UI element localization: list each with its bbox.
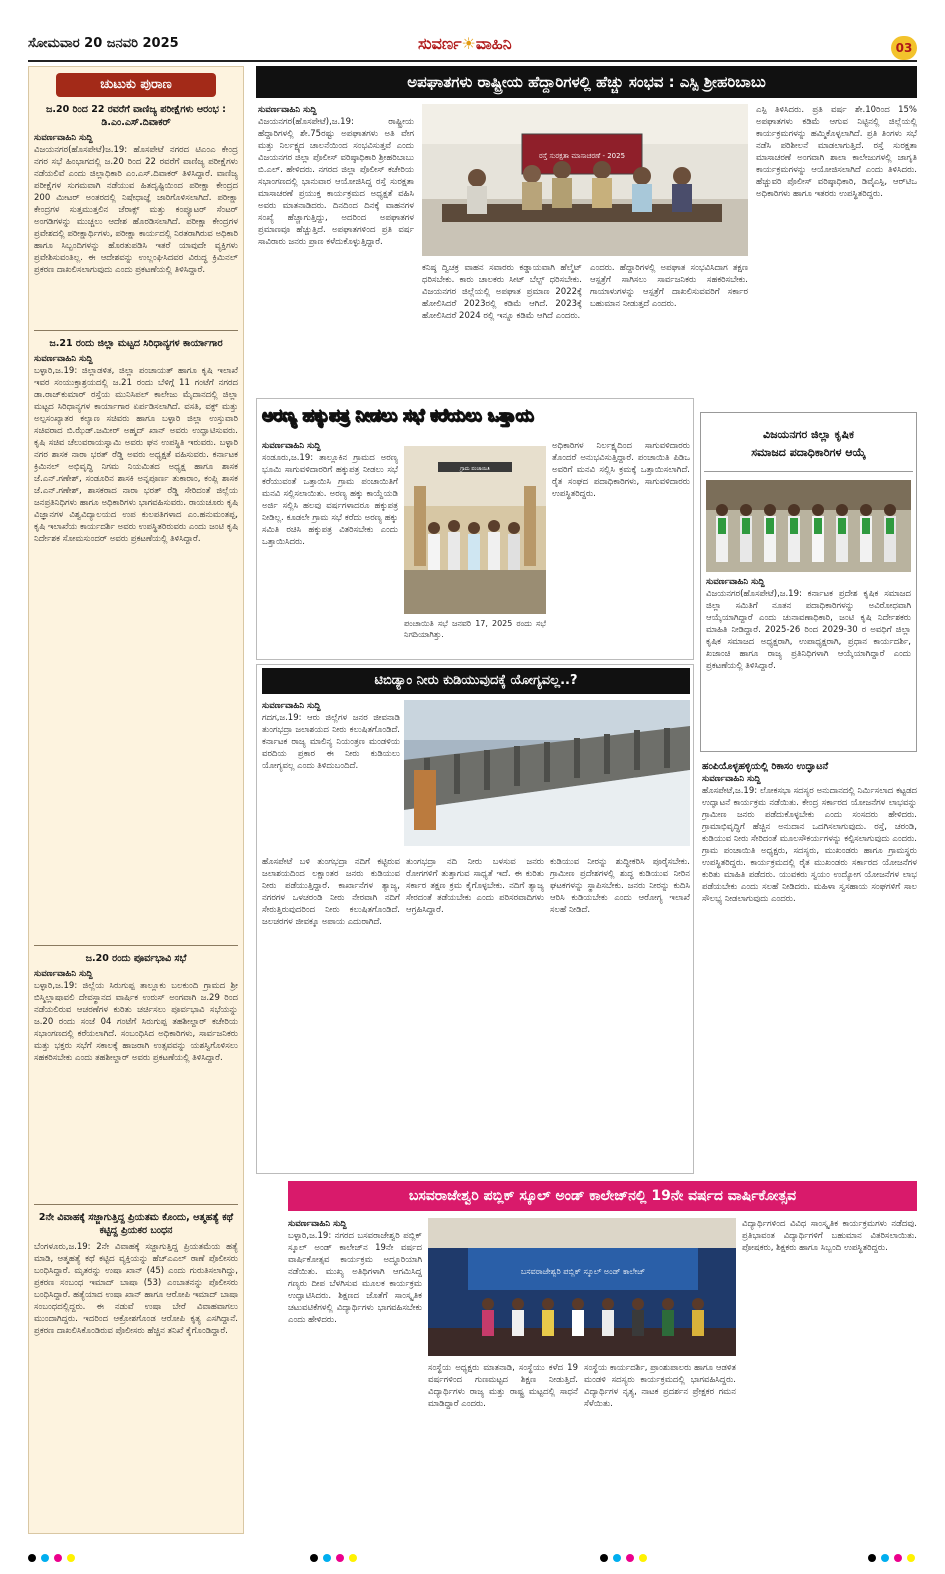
newspaper-logo (418, 34, 512, 54)
left-item1-headline: ಜ.20 ರಿಂದ 22 ರವರೆಗೆ ವಾಣಿಜ್ಯ ಪರೀಕ್ಷೆಗಳು ಆರಂಭ : ಡಿ.ಎಂ.ಎಸ್.ದಿವಾಕರ್ (46, 104, 226, 128)
school-photo (428, 1218, 736, 1356)
divider (34, 330, 238, 331)
left-item1-body: ವಿಜಯನಗರ(ಹೊಸಪೇಟೆ)ಜ.19: ಹೊಸಪೇಟೆ ನಗರದ ಟಿಎಂಎ ಕೇಂದ್ರ ನಗರ ಸಭೆ ಹಿಂಭಾಗದಲ್ಲಿ ಜ.20 ರಿಂದ 22 ರವರೆಗೆ ವಾಣಿಜ್ಯ ಪರೀಕ್ಷೆಗಳು ನಡೆಯಲಿವೆ ಎಂದು ಜಿಲ್ಲಾಧಿಕಾರಿ ಎಂ.ಎಸ್.ದಿವಾಕರ್ ತಿಳಿಸಿದ್ದಾರೆ. ವಾಣಿಜ್ಯ ಪರೀಕ್ಷೆಗಳ ಸುಗಮವಾಗಿ ನಡೆಯುವ ಹಿತದೃಷ್ಟಿಯಿಂದ ಪರೀಕ್ಷಾ ಕೇಂದ್ರದ 200 ಮೀಟರ್ ಅಂತರದಲ್ಲಿ ನಿಷೇಧಾಜ್ಞೆ ಜಾರಿಗೊಳಿಸಲಾಗಿದೆ. ಪರೀಕ್ಷಾ ಕೇಂದ್ರಗಳ ಸುತ್ತಮುತ್ತಲಿನ ಜೆರಾಕ್ಸ್ ಮತ್ತು ಕಂಪ್ಯೂಟರ್ ಸೆಂಟರ್ ಅಂಗಡಿಗಳನ್ನು ಮುಚ್ಚಲು ಆದೇಶ ಹೊರಡಿಸಲಾಗಿದೆ. ಪರೀಕ್ಷಾ ಕೇಂದ್ರಗಳ ಪ್ರವೇಶದಲ್ಲಿ ಪರೀಕ್ಷಾರ್ಥಿಗಳು, ಪರೀಕ್ಷಾ ಕಾರ್ಯದಲ್ಲಿ ನಿರತರಾಗಿರುವ ಅಧಿಕಾರಿ ಹಾಗೂ ಸಿಬ್ಬಂದಿಗಳನ್ನು ಹೊರತುಪಡಿಸಿ ಇತರೆ ಯಾವುದೇ ವ್ಯಕ್ತಿಗಳು ಪ್ರವೇಶಿಸುವಂತಿಲ್ಲ. ಈ ಆದೇಶವನ್ನು ಉಲ್ಲಂಘಿಸಿದವರ ವಿರುದ್ಧ ಕ್ರಿಮಿನಲ್ ಪ್ರಕರಣ ದಾಖಲಿಸಲಾಗುವುದು ಎಂದು ಪ್ರಕಟಣೆಯಲ್ಲಿ ತಿಳಿಸಿದ್ದಾರೆ. (34, 145, 238, 275)
krishik-headline-line2: ಸಮಾಜದ ಪದಾಧಿಕಾರಿಗಳ ಆಯ್ಕೆ (751, 446, 866, 459)
krishik-col (706, 576, 911, 748)
dam-headline: ಟಿಬಿಡ್ಯಾಂ ನೀರು ಕುಡಿಯುವುದಕ್ಕೆ ಯೋಗ್ಯವಲ್ಲ..? (262, 668, 690, 694)
krishik-byline: ಸುವರ್ಣವಾಹಿನಿ ಸುದ್ದಿ (706, 577, 765, 587)
dam-body-top: ಗದಗ,ಜ.19: ಆರು ಜಿಲ್ಲೆಗಳ ಜನರ ಜೀವನಾಡಿ ತುಂಗಭದ್ರಾ ಜಲಾಶಯದ ನೀರು ಕಲುಷಿತಗೊಂಡಿದೆ. ಕರ್ನಾಟಕ ರಾಜ್ಯ ಮಾಲಿನ್ಯ ನಿಯಂತ್ರಣ ಮಂಡಳಿಯ ವರದಿಯ ಪ್ರಕಾರ ಈ ನೀರು ಕುಡಿಯಲು ಯೋಗ್ಯವಲ್ಲ ಎಂದು ತಿಳಿದುಬಂದಿದೆ. (262, 713, 400, 771)
magenta-dot-icon (626, 1554, 634, 1562)
left-item2-headline: ಜ.21 ರಂದು ಜಿಲ್ಲಾ ಮಟ್ಟದ ಸಿರಿಧಾನ್ಯಗಳ ಕಾರ್ಯಾಗಾರ (49, 338, 223, 349)
cyan-dot-icon (41, 1554, 49, 1562)
school-byline: ಸುವರ್ಣವಾಹಿನಿ ಸುದ್ದಿ (288, 1219, 347, 1229)
lead-body-col4: ಎಸ್ಪಿ ತಿಳಿಸಿದರು. ಪ್ರತಿ ವರ್ಷ ಶೇ.10ರಿಂದ 15% ಅಪಘಾತಗಳು ಕಡಿಮೆ ಆಗುವ ನಿಟ್ಟಿನಲ್ಲಿ ಜಿಲ್ಲೆಯಲ್ಲಿ ಕಾರ್ಯಕ್ರಮಗಳನ್ನು ಹಮ್ಮಿಕೊಳ್ಳಲಾಗಿದೆ. ಪ್ರತಿ ತಿಂಗಳು ಸಭೆ ನಡೆಸಿ ಪರಿಶೀಲನೆ ಮಾಡಲಾಗುತ್ತಿದೆ. ರಸ್ತೆ ಸುರಕ್ಷತಾ ಮಾಸಾಚರಣೆ ಅಂಗವಾಗಿ ಶಾಲಾ ಕಾಲೇಜುಗಳಲ್ಲಿ ಜಾಗೃತಿ ಕಾರ್ಯಕ್ರಮಗಳನ್ನು ಆಯೋಜಿಸಲಾಗಿದೆ ಎಂದು ತಿಳಿಸಿದರು. ಹೆಚ್ಚುವರಿ ಪೊಲೀಸ್ ವರಿಷ್ಠಾಧಿಕಾರಿ, ಡಿವೈಎಸ್ಪಿ, ಆರ್‌ಟಿಒ ಅಧಿಕಾರಿಗಳು ಹಾಗೂ ಇತರರು ಉಪಸ್ಥಿತರಿದ್ದರು. (756, 105, 917, 199)
yellow-dot-icon (639, 1554, 647, 1562)
dam-col-1 (262, 856, 400, 1168)
lead-col-4 (756, 104, 917, 390)
school-body-right: ವಿದ್ಯಾರ್ಥಿಗಳಿಂದ ವಿವಿಧ ಸಾಂಸ್ಕೃತಿಕ ಕಾರ್ಯಕ್ರಮಗಳು ನಡೆದವು. ಪ್ರತಿಭಾವಂತ ವಿದ್ಯಾರ್ಥಿಗಳಿಗೆ ಬಹುಮಾನ ವಿತರಿಸಲಾಯಿತು. ಪೋಷಕರು, ಶಿಕ್ಷಕರು ಹಾಗೂ ಸಿಬ್ಬಂದಿ ಉಪಸ್ಥಿತರಿದ್ದರು. (742, 1219, 917, 1253)
forest-body-left: ಸಂಡೂರು,ಜ.19: ತಾಲ್ಲೂಕಿನ ಗ್ರಾಮದ ಅರಣ್ಯ ಭೂಮಿ ಸಾಗುವಳಿದಾರರಿಗೆ ಹಕ್ಕುಪತ್ರ ನೀಡಲು ಸಭೆ ಕರೆಯುವಂತೆ ಒತ್ತಾಯಿಸಿ ಗ್ರಾಮ ಪಂಚಾಯಿತಿಗೆ ಮನವಿ ಸಲ್ಲಿಸಲಾಯಿತು. ಅರಣ್ಯ ಹಕ್ಕು ಕಾಯ್ದೆಯಡಿ ಅರ್ಜಿ ಸಲ್ಲಿಸಿ ಹಲವು ವರ್ಷಗಳಾದರೂ ಹಕ್ಕುಪತ್ರ ನೀಡಿಲ್ಲ. ಕೂಡಲೇ ಗ್ರಾಮ ಸಭೆ ಕರೆದು ಅರಣ್ಯ ಹಕ್ಕು ಸಮಿತಿ ರಚಿಸಿ ಹಕ್ಕುಪತ್ರ ವಿತರಿಸಬೇಕು ಎಂದು ಒತ್ತಾಯಿಸಿದರು. (262, 453, 398, 547)
registration-dots-right (868, 1554, 915, 1564)
cyan-dot-icon (881, 1554, 889, 1562)
dam-col-intro (262, 700, 400, 850)
group-photo (404, 446, 546, 614)
krishik-group-photo (706, 480, 911, 572)
left-item2-byline: ಸುವರ್ಣವಾಹಿನಿ ಸುದ್ದಿ (34, 354, 93, 364)
magenta-dot-icon (336, 1554, 344, 1562)
lead-photo (422, 104, 748, 256)
dam-body-col3: ಕುಡಿಯುವ ನೀರನ್ನು ಶುದ್ಧೀಕರಿಸಿ ಪೂರೈಸಬೇಕು. ಗ್ರಾಮೀಣ ಪ್ರದೇಶಗಳಲ್ಲಿ ಶುದ್ಧ ಕುಡಿಯುವ ನೀರಿನ ಘಟಕಗಳನ್ನು ಸ್ಥಾಪಿಸಬೇಕು. ಜನರು ನೀರನ್ನು ಕುದಿಸಿ ಆರಿಸಿ ಕುಡಿಯಬೇಕು ಎಂದು ಆರೋಗ್ಯ ಇಲಾಖೆ ಸಲಹೆ ನೀಡಿದೆ. (550, 857, 690, 915)
school-headline: ಬಸವರಾಜೇಶ್ವರಿ ಪಬ್ಲಿಕ್ ಸ್ಕೂಲ್ ಅಂಡ್ ಕಾಲೇಜ್‌ನಲ್ಲಿ 19ನೇ ವರ್ಷದ ವಾರ್ಷಿಕೋತ್ಸವ (288, 1181, 917, 1211)
dam-body-col2: ತುಂಗಭದ್ರಾ ನದಿ ನೀರು ಬಳಸುವ ಜನರು ರೋಗಗಳಿಗೆ ತುತ್ತಾಗುವ ಸಾಧ್ಯತೆ ಇದೆ. ಈ ಕುರಿತು ಸರ್ಕಾರ ತಕ್ಷಣ ಕ್ರಮ ಕೈಗೊಳ್ಳಬೇಕು. ನದಿಗೆ ತ್ಯಾಜ್ಯ ಸೇರದಂತೆ ತಡೆಯಬೇಕು ಎಂದು ಪರಿಸರವಾದಿಗಳು ಆಗ್ರಹಿಸಿದ್ದಾರೆ. (406, 857, 544, 915)
krishik-headline (704, 418, 913, 472)
dam-gates-photo (404, 700, 690, 846)
forest-body-right: ಅಧಿಕಾರಿಗಳ ನಿರ್ಲಕ್ಷ್ಯದಿಂದ ಸಾಗುವಳಿದಾರರು ತೊಂದರೆ ಅನುಭವಿಸುತ್ತಿದ್ದಾರೆ. ಪಂಚಾಯಿತಿ ಪಿಡಿಒ ಅವರಿಗೆ ಮನವಿ ಸಲ್ಲಿಸಿ ಕ್ರಮಕ್ಕೆ ಒತ್ತಾಯಿಸಲಾಗಿದೆ. ರೈತ ಸಂಘದ ಪದಾಧಿಕಾರಿಗಳು, ಸಾಗುವಳಿದಾರರು ಉಪಸ್ಥಿತರಿದ್ದರು. (552, 441, 690, 499)
lead-col-1 (258, 104, 414, 390)
krishik-body: ವಿಜಯನಗರ(ಹೊಸಪೇಟೆ),ಜ.19: ಕರ್ನಾಟಕ ಪ್ರದೇಶ ಕೃಷಿಕ ಸಮಾಜದ ಜಿಲ್ಲಾ ಸಮಿತಿಗೆ ನೂತನ ಪದಾಧಿಕಾರಿಗಳನ್ನು ಅವಿರೋಧವಾಗಿ ಆಯ್ಕೆಯಾಗಿದ್ದಾರೆ ಎಂದು ಚುನಾವಣಾಧಿಕಾರಿ, ಜಂಟಿ ಕೃಷಿ ನಿರ್ದೇಶಕರು ಮಾಹಿತಿ ನೀಡಿದ್ದಾರೆ. 2025-26 ರಿಂದ 2029-30 ರ ಅವಧಿಗೆ ಜಿಲ್ಲಾ ಕೃಷಿಕ ಸಮಾಜದ ಅಧ್ಯಕ್ಷರಾಗಿ, ಉಪಾಧ್ಯಕ್ಷರಾಗಿ, ಪ್ರಧಾನ ಕಾರ್ಯದರ್ಶಿ, ಖಜಾಂಚಿ ಹಾಗೂ ರಾಜ್ಯ ಪ್ರತಿನಿಧಿಗಳಾಗಿ ಆಯ್ಕೆಯಾಗಿದ್ದಾರೆ ಎಂದು ಪ್ರಕಟಣೆಯಲ್ಲಿ ತಿಳಿಸಿದ್ದಾರೆ. (706, 589, 911, 671)
school-stage-banner: ಬಸವರಾಜೇಶ್ವರಿ ಪಬ್ಲಿಕ್ ಸ್ಕೂಲ್ ಅಂಡ್ ಕಾಲೇಜ್ (520, 1267, 646, 1276)
dam-byline: ಸುವರ್ಣವಾಹಿನಿ ಸುದ್ದಿ (262, 701, 321, 711)
dam-col-2 (406, 856, 544, 1168)
registration-dots-left (28, 1554, 75, 1564)
krishik-photo (706, 480, 911, 572)
dam-photo (404, 700, 690, 846)
divider (34, 945, 238, 946)
school-col-3 (584, 1362, 736, 1530)
cyan-dot-icon (323, 1554, 331, 1562)
sun-icon: ☀ (461, 34, 476, 53)
black-dot-icon (868, 1554, 876, 1562)
black-dot-icon (28, 1554, 36, 1562)
dam-body-col1: ಹೊಸಪೇಟೆ ಬಳಿ ತುಂಗಭದ್ರಾ ನದಿಗೆ ಕಟ್ಟಿರುವ ಜಲಾಶಯದಿಂದ ಲಕ್ಷಾಂತರ ಜನರು ಕುಡಿಯುವ ನೀರು ಪಡೆಯುತ್ತಿದ್ದಾರೆ. ಕಾರ್ಖಾನೆಗಳ ತ್ಯಾಜ್ಯ, ನಗರಗಳ ಒಳಚರಂಡಿ ನೀರು ನೇರವಾಗಿ ನದಿಗೆ ಸೇರುತ್ತಿರುವುದರಿಂದ ನೀರು ಕಲುಷಿತಗೊಂಡಿದೆ. ಜಲಚರಗಳ ಜೀವಕ್ಕೂ ಅಪಾಯ ಎದುರಾಗಿದೆ. (262, 857, 400, 927)
page-number: 03 (891, 36, 917, 60)
school-body-left: ಬಳ್ಳಾರಿ,ಜ.19: ನಗರದ ಬಸವರಾಜೇಶ್ವರಿ ಪಬ್ಲಿಕ್ ಸ್ಕೂಲ್ ಅಂಡ್ ಕಾಲೇಜ್‌ನ 19ನೇ ವರ್ಷದ ವಾರ್ಷಿಕೋತ್ಸವ ಕಾರ್ಯಕ್ರಮ ಅದ್ಧೂರಿಯಾಗಿ ನಡೆಯಿತು. ಮುಖ್ಯ ಅತಿಥಿಗಳಾಗಿ ಆಗಮಿಸಿದ್ದ ಗಣ್ಯರು ದೀಪ ಬೆಳಗಿಸುವ ಮೂಲಕ ಕಾರ್ಯಕ್ರಮ ಉದ್ಘಾಟಿಸಿದರು. ಶಿಕ್ಷಣದ ಜೊತೆಗೆ ಸಾಂಸ್ಕೃತಿಕ ಚಟುವಟಿಕೆಗಳಲ್ಲಿ ವಿದ್ಯಾರ್ಥಿಗಳು ಭಾಗವಹಿಸಬೇಕು ಎಂದು ಹೇಳಿದರು. (288, 1231, 422, 1325)
hampi-body: ಹೊಸಪೇಟೆ,ಜ.19: ಲೋಕಸಭಾ ಸದಸ್ಯರ ಅನುದಾನದಲ್ಲಿ ನಿರ್ಮಿಸಲಾದ ಕಟ್ಟಡದ ಉದ್ಘಾಟನೆ ಕಾರ್ಯಕ್ರಮ ನಡೆಯಿತು. ಕೇಂದ್ರ ಸರ್ಕಾರದ ಯೋಜನೆಗಳ ಲಾಭವನ್ನು ಗ್ರಾಮೀಣ ಜನರು ಪಡೆದುಕೊಳ್ಳಬೇಕು ಎಂದು ಸಂಸದರು ಹೇಳಿದರು. ಗ್ರಾಮಾಭಿವೃದ್ಧಿಗೆ ಹೆಚ್ಚಿನ ಅನುದಾನ ಒದಗಿಸಲಾಗುವುದು. ರಸ್ತೆ, ಚರಂಡಿ, ಕುಡಿಯುವ ನೀರು ಸೇರಿದಂತೆ ಮೂಲಸೌಕರ್ಯಗಳನ್ನು ಕಲ್ಪಿಸಲಾಗುವುದು ಎಂದರು. ಗ್ರಾಮ ಪಂಚಾಯಿತಿ ಅಧ್ಯಕ್ಷರು, ಸದಸ್ಯರು, ಮುಖಂಡರು ಹಾಗೂ ಗ್ರಾಮಸ್ಥರು ಉಪಸ್ಥಿತರಿದ್ದರು. ಕಾರ್ಯಕ್ರಮದಲ್ಲಿ ರೈತ ಮುಖಂಡರು ಸರ್ಕಾರದ ಯೋಜನೆಗಳ ಕುರಿತು ಮಾಹಿತಿ ಪಡೆದರು. ಯುವಕರು ಸ್ವಯಂ ಉದ್ಯೋಗ ಯೋಜನೆಗಳ ಲಾಭ ಪಡೆಯಬೇಕು ಎಂದು ಸಲಹೆ ನೀಡಿದರು. ಮಹಿಳಾ ಸ್ವಸಹಾಯ ಸಂಘಗಳಿಗೆ ಸಾಲ ಸೌಲಭ್ಯ ನೀಡಲಾಗುವುದು ಎಂದರು. (702, 786, 917, 904)
krishik-headline-line1: ವಿಜಯನಗರ ಜಿಲ್ಲಾ ಕೃಷಿಕ (763, 428, 854, 441)
issue-date: ಸೋಮವಾರ 20 ಜನವರಿ 2025 (28, 36, 179, 51)
left-column (28, 66, 244, 1534)
left-item1-byline: ಸುವರ್ಣವಾಹಿನಿ ಸುದ್ದಿ (34, 133, 93, 143)
magenta-dot-icon (54, 1554, 62, 1562)
left-item3-byline: ಸುವರ್ಣವಾಹಿನಿ ಸುದ್ದಿ (34, 969, 93, 979)
school-body-mid: ಸಂಸ್ಥೆಯ ಅಧ್ಯಕ್ಷರು ಮಾತನಾಡಿ, ಸಂಸ್ಥೆಯು ಕಳೆದ 19 ವರ್ಷಗಳಿಂದ ಗುಣಮಟ್ಟದ ಶಿಕ್ಷಣ ನೀಡುತ್ತಿದೆ. ವಿದ್ಯಾರ್ಥಿಗಳು ರಾಜ್ಯ ಮತ್ತು ರಾಷ್ಟ್ರ ಮಟ್ಟದಲ್ಲಿ ಸಾಧನೆ ಮಾಡಿದ್ದಾರೆ ಎಂದರು. (428, 1363, 578, 1409)
hampi-headline: ಹಂಪಿಯೊಳ್ಳಹಳ್ಳಿಯಲ್ಲಿ ರಿಕಾಸಂ ಉದ್ಘಾಟನೆ (702, 761, 829, 772)
forest-headline: ಅರಣ್ಯ ಹಕ್ಕುಪತ್ರ ನೀಡಲು ಸಭೆ ಕರೆಯಲು ಒತ್ತಾಯ (262, 406, 534, 426)
school-col-1 (288, 1218, 422, 1530)
forest-col-1 (262, 440, 398, 654)
yellow-dot-icon (67, 1554, 75, 1562)
forest-photo (404, 446, 546, 614)
hampi-byline: ಸುವರ್ಣವಾಹಿನಿ ಸುದ್ದಿ (702, 774, 761, 784)
cyan-dot-icon (613, 1554, 621, 1562)
black-dot-icon (310, 1554, 318, 1562)
left-item4-body: ಬೆಂಗಳೂರು,ಜ.19: 2ನೇ ವಿವಾಹಕ್ಕೆ ಸಜ್ಜಾಗುತ್ತಿದ್ದ ಪ್ರಿಯತಮೆಯ ಹತ್ಯೆ ಮಾಡಿ, ಆತ್ಮಹತ್ಯೆ ಕಥೆ ಕಟ್ಟಿದ ವ್ಯಕ್ತಿಯನ್ನು ಹೆಚ್ಎಎಲ್ ಠಾಣೆ ಪೊಲೀಸರು ಬಂಧಿಸಿದ್ದಾರೆ. ಮೃತರನ್ನು ಉಷಾ ಖಾನ್ (45) ಎಂದು ಗುರುತಿಸಲಾಗಿದ್ದು, ಪ್ರಕರಣ ಸಂಬಂಧ ಇಮಾದ್ ಬಾಷಾ (53) ಎಂಬಾತನನ್ನು ಪೊಲೀಸರು ಬಂಧಿಸಿದ್ದಾರೆ. ಹತ್ಯೆಯಾದ ಉಷಾ ಖಾನ್ ಹಾಗೂ ಆರೋಪಿ ಇಮಾದ್ ಬಾಷಾ ಸಂಬಂಧದಲ್ಲಿದ್ದರು. ಈ ನಡುವೆ ಉಷಾ ಬೇರೆ ವಿವಾಹವಾಗಲು ಮುಂದಾಗಿದ್ದರು. ಇದರಿಂದ ಆಕ್ರೋಶಗೊಂಡ ಆರೋಪಿ ಕೃತ್ಯ ಎಸಗಿದ್ದಾನೆ. ಪ್ರಕರಣ ದಾಖಲಿಸಿಕೊಂಡಿರುವ ಪೊಲೀಸರು ಹೆಚ್ಚಿನ ತನಿಖೆ ಕೈಗೊಂಡಿದ್ದಾರೆ. (34, 1242, 238, 1336)
hampi-col (702, 760, 917, 1174)
left-column-banner: ಚುಟುಕು ಪುರಾಣ (56, 73, 216, 97)
registration-dots-mid2 (600, 1554, 647, 1564)
left-item3-headline: ಜ.20 ರಂದು ಪೂರ್ವಭಾವಿ ಸಭೆ (85, 953, 187, 964)
yellow-dot-icon (907, 1554, 915, 1562)
left-item4-headline: 2ನೇ ವಿವಾಹಕ್ಕೆ ಸಜ್ಜಾಗುತ್ತಿದ್ದ ಪ್ರಿಯತಮ ಕೊಂದು, ಆತ್ಮಹತ್ಯೆ ಕಥೆ ಕಟ್ಟಿದ್ದ ಪ್ರಿಯಕರ ಬಂಧನ (38, 1212, 234, 1236)
school-col-4 (742, 1218, 917, 1530)
dam-col-3 (550, 856, 690, 1168)
lead-col-2 (422, 262, 582, 390)
left-item2-body: ಬಳ್ಳಾರಿ,ಜ.19: ಜಿಲ್ಲಾಡಳಿತ, ಜಿಲ್ಲಾ ಪಂಚಾಯತ್ ಹಾಗೂ ಕೃಷಿ ಇಲಾಖೆ ಇವರ ಸಂಯುಕ್ತಾಶ್ರಯದಲ್ಲಿ ಜ.21 ರಂದು ಬೆಳಿಗ್ಗೆ 11 ಗಂಟೆಗೆ ನಗರದ ಡಾ.ರಾಜ್‌ಕುಮಾರ್ ರಸ್ತೆಯ ಮುನಿಸಿಪಲ್ ಕಾಲೇಜು ಮೈದಾನದಲ್ಲಿ ಜಿಲ್ಲಾ ಮಟ್ಟದ ಸಿರಿಧಾನ್ಯಗಳ ಕಾರ್ಯಾಗಾರ ಏರ್ಪಡಿಸಲಾಗಿದೆ. ವಸತಿ, ವಕ್ಫ್ ಮತ್ತು ಅಲ್ಪಸಂಖ್ಯಾತರ ಕಲ್ಯಾಣ ಸಚಿವರು ಹಾಗೂ ಬಳ್ಳಾರಿ ಜಿಲ್ಲಾ ಉಸ್ತುವಾರಿ ಸಚಿವರಾದ ಬಿ.ಝೆಡ್.ಜಮೀರ್ ಅಹ್ಮದ್ ಖಾನ್ ಅವರು ಉದ್ಘಾಟಿಸುವರು. ಕೃಷಿ ಸಚಿವ ಚೆಲುವರಾಯಸ್ವಾಮಿ ಅವರು ಘನ ಉಪಸ್ಥಿತಿ ಇರುವರು. ಬಳ್ಳಾರಿ ನಗರ ಶಾಸಕ ನಾರಾ ಭರತ್ ರೆಡ್ಡಿ ಅವರು ಅಧ್ಯಕ್ಷತೆ ವಹಿಸುವರು. ಕರ್ನಾಟಕ ಕ್ರಿಮಿನಲ್ ಅಭಿವೃದ್ಧಿ ನಿಗಮ ನಿಯಮಿತದ ಅಧ್ಯಕ್ಷ ಹಾಗೂ ಶಾಸಕ ಜೆ.ಎನ್.ಗಣೇಶ್, ಸಂಡೂರಿನ ಶಾಸಕಿ ಅನ್ನಪೂರ್ಣ ತುಕಾರಾಂ, ಕಂಪ್ಲಿ ಶಾಸಕ ಜೆ.ಎನ್.ಗಣೇಶ್, ಶಾಸಕರಾದ ನಾರಾ ಭರತ್ ರೆಡ್ಡಿ ಸೇರಿದಂತೆ ಜಿಲ್ಲೆಯ ಜನಪ್ರತಿನಿಧಿಗಳು ಹಾಗೂ ಅಧಿಕಾರಿಗಳು ಭಾಗವಹಿಸುವರು. ರಾಯಚೂರು ಕೃಷಿ ವಿಜ್ಞಾನಗಳ ವಿಶ್ವವಿದ್ಯಾಲಯದ ಉಪ ಕುಲಪತಿಗಳಾದ ಎಂ.ಹನುಮಂತಪ್ಪ, ಕೃಷಿ ಇಲಾಖೆಯ ಕಾರ್ಯದರ್ಶಿ ಅವರು ಉಪಸ್ಥಿತರಿರುವರು ಎಂದು ಜಂಟಿ ಕೃಷಿ ನಿರ್ದೇಶಕ ಸೋಮಸುಂದರ್ ಅವರು ಪ್ರಕಟಣೆಯಲ್ಲಿ ತಿಳಿಸಿದ್ದಾರೆ. (34, 366, 238, 544)
lead-byline: ಸುವರ್ಣವಾಹಿನಿ ಸುದ್ದಿ (258, 105, 317, 115)
black-dot-icon (600, 1554, 608, 1562)
logo-left: ಸುವರ್ಣ (418, 34, 462, 53)
lead-body-right: ಎಂದರು. ಹೆದ್ದಾರಿಗಳಲ್ಲಿ ಅಪಘಾತ ಸಂಭವಿಸಿದಾಗ ತಕ್ಷಣ ಆಸ್ಪತ್ರೆಗೆ ಸಾಗಿಸಲು ಸಾರ್ವಜನಿಕರು ಸಹಕರಿಸಬೇಕು. ಗಾಯಾಳುಗಳನ್ನು ಆಸ್ಪತ್ರೆಗೆ ದಾಖಲಿಸುವವರಿಗೆ ಸರ್ಕಾರ ಬಹುಮಾನ ನೀಡುತ್ತದೆ ಎಂದರು. (590, 263, 748, 309)
magenta-dot-icon (894, 1554, 902, 1562)
logo-right: ವಾಹಿನಿ (475, 34, 512, 53)
lead-body-mid: ಕನಿಷ್ಠ ದ್ವಿಚಕ್ರ ವಾಹನ ಸವಾರರು ಕಡ್ಡಾಯವಾಗಿ ಹೆಲ್ಮೆಟ್ ಧರಿಸಬೇಕು. ಕಾರು ಚಾಲಕರು ಸೀಟ್ ಬೆಲ್ಟ್ ಧರಿಸಬೇಕು. ವಿಜಯನಗರ ಜಿಲ್ಲೆಯಲ್ಲಿ ಅಪಘಾತ ಪ್ರಮಾಣ 2022ಕ್ಕೆ ಹೋಲಿಸಿದರೆ 2023ರಲ್ಲಿ ಕಡಿಮೆ ಆಗಿದೆ. 2023ಕ್ಕೆ ಹೋಲಿಸಿದರೆ 2024 ರಲ್ಲಿ ಇನ್ನೂ ಕಡಿಮೆ ಆಗಿದೆ ಎಂದರು. (422, 263, 582, 321)
lead-col-3 (590, 262, 748, 390)
left-item3-body: ಬಳ್ಳಾರಿ,ಜ.19: ಜಿಲ್ಲೆಯ ಸಿರುಗುಪ್ಪ ತಾಲ್ಲೂಕು ಬಲಕುಂದಿ ಗ್ರಾಮದ ಶ್ರೀ ಬಿಸ್ಮಿಲ್ಲಾಷಾವಲಿ ದೇವಸ್ಥಾನದ ವಾರ್ಷಿಕ ಉರುಸ್ ಅಂಗವಾಗಿ ಜ.29 ರಿಂದ ನಡೆಯಲಿರುವ ಆಚರಣೆಗಳ ಕುರಿತು ಚರ್ಚಿಸಲು ಪೂರ್ವಭಾವಿ ಸಭೆಯನ್ನು ಜ.20 ರಂದು ಸಂಜೆ 04 ಗಂಟೆಗೆ ಸಿರುಗುಪ್ಪ ತಹಶೀಲ್ದಾರ್ ಕಚೇರಿಯ ಸಭಾಂಗಣದಲ್ಲಿ ಕರೆಯಲಾಗಿದೆ. ಸಂಬಂಧಿಸಿದ ಅಧಿಕಾರಿಗಳು, ಸಾರ್ವಜನಿಕರು ಮತ್ತು ಭಕ್ತರು ಸಭೆಗೆ ಸಕಾಲಕ್ಕೆ ಹಾಜರಾಗಿ ಉತ್ಸವವನ್ನು ಯಶಸ್ವಿಗೊಳಿಸಲು ಸಹಕರಿಸಬೇಕು ಎಂದು ತಹಶೀಲ್ದಾರ್ ಅವರು ಪ್ರಕಟಣೆಯಲ್ಲಿ ತಿಳಿಸಿದ್ದಾರೆ. (34, 981, 238, 1063)
forest-photo-caption: ಪಂಚಾಯಿತಿ ಸಭೆ ಜನವರಿ 17, 2025 ರಂದು ಸಭೆ ನಿಗದಿಯಾಗಿತ್ತು. (404, 619, 546, 639)
forest-col-2 (552, 440, 690, 654)
school-col-2 (428, 1362, 578, 1530)
lead-banner-caption: ರಸ್ತೆ ಸುರಕ್ಷತಾ ಮಾಸಾಚರಣೆ - 2025 (538, 152, 626, 160)
masthead (28, 34, 917, 62)
lead-headline: ಅಪಘಾತಗಳು ರಾಷ್ಟ್ರೀಯ ಹೆದ್ದಾರಿಗಳಲ್ಲಿ ಹೆಚ್ಚು ಸಂಭವ : ಎಸ್ಪಿ ಶ್ರೀಹರಿಬಾಬು (256, 66, 917, 98)
meeting-photo (422, 104, 748, 256)
office-sign: ಗ್ರಾಮ ಪಂಚಾಯಿತಿ (460, 466, 490, 472)
school-body-right-bottom: ಸಂಸ್ಥೆಯ ಕಾರ್ಯದರ್ಶಿ, ಪ್ರಾಂಶುಪಾಲರು ಹಾಗೂ ಆಡಳಿತ ಮಂಡಳಿ ಸದಸ್ಯರು ಕಾರ್ಯಕ್ರಮದಲ್ಲಿ ಭಾಗವಹಿಸಿದ್ದರು. ವಿದ್ಯಾರ್ಥಿಗಳ ನೃತ್ಯ, ನಾಟಕ ಪ್ರದರ್ಶನ ಪ್ರೇಕ್ಷಕರ ಗಮನ ಸೆಳೆಯಿತು. (584, 1363, 736, 1409)
lead-body-left: ವಿಜಯನಗರ(ಹೊಸಪೇಟೆ),ಜ.19: ರಾಷ್ಟ್ರೀಯ ಹೆದ್ದಾರಿಗಳಲ್ಲಿ ಶೇ.75ರಷ್ಟು ಅಪಘಾತಗಳು ಅತಿ ವೇಗ ಮತ್ತು ನಿರ್ಲಕ್ಷ್ಯದ ಚಾಲನೆಯಿಂದ ಸಂಭವಿಸುತ್ತವೆ ಎಂದು ವಿಜಯನಗರ ಜಿಲ್ಲಾ ಪೊಲೀಸ್ ವರಿಷ್ಠಾಧಿಕಾರಿ ಶ್ರೀಹರಿಬಾಬು ಬಿ.ಎಲ್. ಹೇಳಿದರು. ನಗರದ ಜಿಲ್ಲಾ ಪೊಲೀಸ್ ಕಚೇರಿಯ ಸಭಾಂಗಣದಲ್ಲಿ ಭಾನುವಾರ ಆಯೋಜಿಸಿದ್ದ ರಸ್ತೆ ಸುರಕ್ಷತಾ ಮಾಸಾಚರಣೆ ಪ್ರಯುಕ್ತ ಕಾರ್ಯಕ್ರಮದ ಅಧ್ಯಕ್ಷತೆ ವಹಿಸಿ ಅವರು ಮಾತನಾಡಿದರು. ದಿನದಿಂದ ದಿನಕ್ಕೆ ವಾಹನಗಳ ಸಂಖ್ಯೆ ಹೆಚ್ಚಾಗುತ್ತಿದ್ದು, ಅದರಿಂದ ಅಪಘಾತಗಳ ಪ್ರಮಾಣವೂ ಹೆಚ್ಚುತ್ತಿದೆ. ಅಪಘಾತಗಳಿಂದ ಪ್ರತಿ ವರ್ಷ ಸಾವಿರಾರು ಜನರು ಪ್ರಾಣ ಕಳೆದುಕೊಳ್ಳುತ್ತಿದ್ದಾರೆ. (258, 117, 414, 247)
registration-dots-mid1 (310, 1554, 357, 1564)
forest-byline: ಸುವರ್ಣವಾಹಿನಿ ಸುದ್ದಿ (262, 441, 321, 451)
yellow-dot-icon (349, 1554, 357, 1562)
divider (34, 1204, 238, 1205)
stage-photo (428, 1218, 736, 1356)
